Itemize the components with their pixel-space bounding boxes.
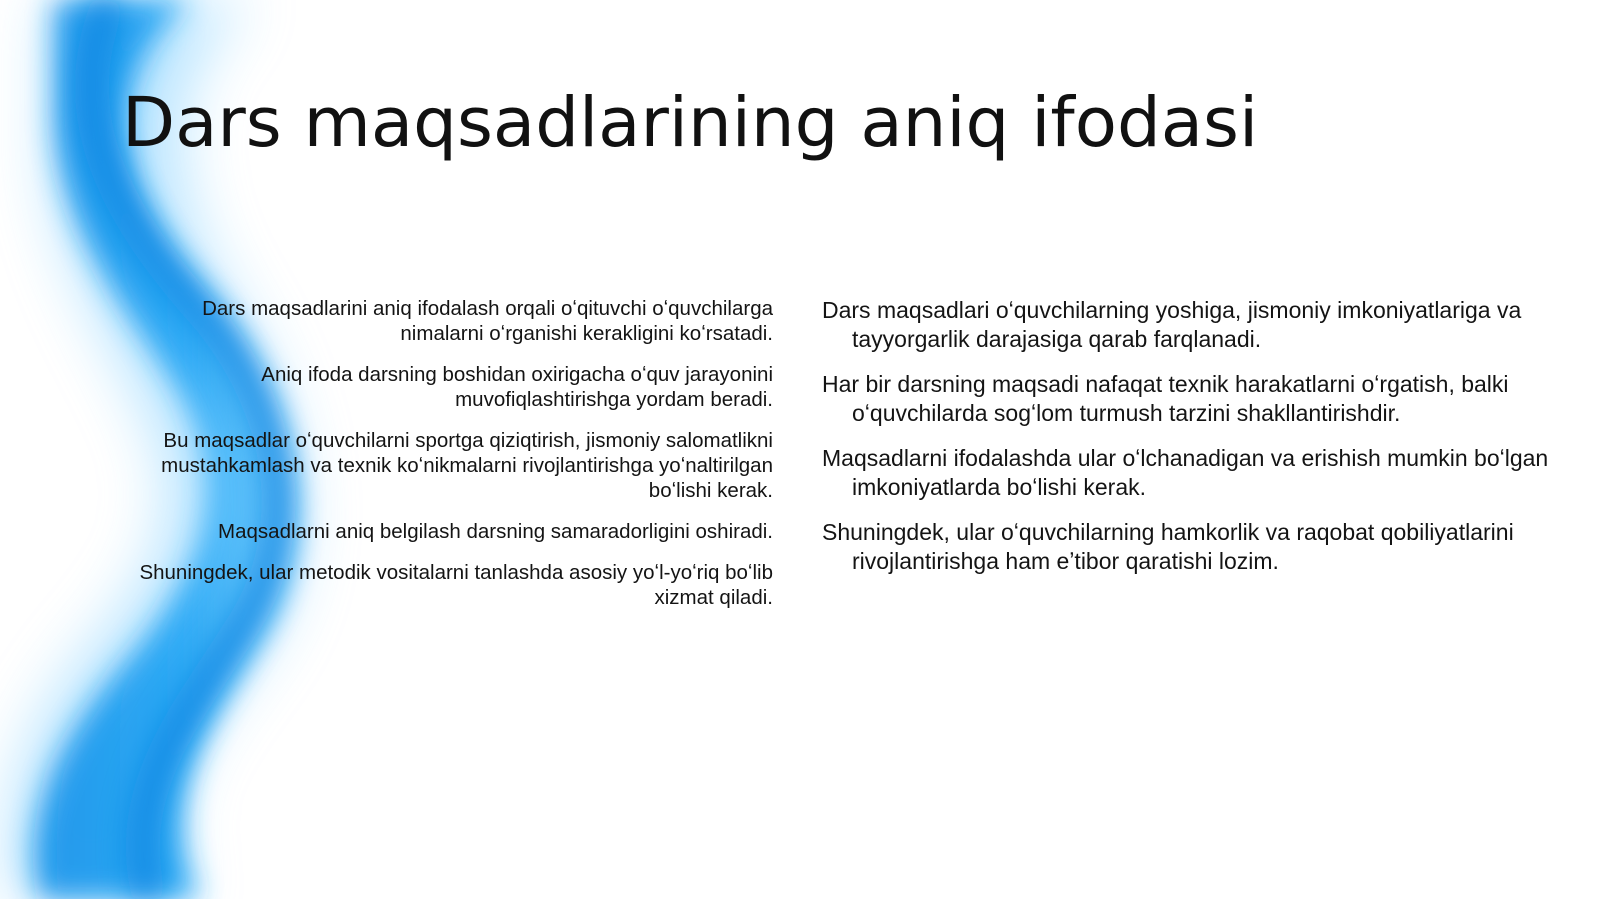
slide-title: Dars maqsadlarining aniq ifodasi (122, 83, 1259, 163)
left-paragraph: Aniq ifoda darsning boshidan oxirigacha oʻquv jarayonini muvofiqlashtirishga yordam beradi. (261, 363, 773, 411)
left-paragraph: Bu maqsadlar oʻquvchilarni sportga qiziqtirish, jismoniy salomatlikni mustahkamlash va texnik koʻnikmalarni rivojlantirishga yoʻnaltirilgan boʻlishi kerak. (161, 429, 773, 502)
left-paragraph: Shuningdek, ular metodik vositalarni tanlashda asosiy yoʻl-yoʻriq boʻlib xizmat qiladi. (139, 561, 773, 609)
right-paragraph: Maqsadlarni ifodalashda ular oʻlchanadigan va erishish mumkin boʻlgan imkoniyatlarda boʻlishi kerak. (822, 445, 1549, 500)
right-text-column (822, 296, 1562, 592)
right-paragraph: Dars maqsadlari oʻquvchilarning yoshiga, jismoniy imkoniyatlariga va tayyorgarlik darajasiga qarab farqlanadi. (822, 297, 1522, 352)
left-paragraph: Maqsadlarni aniq belgilash darsning samaradorligini oshiradi. (218, 520, 773, 543)
right-paragraph: Har bir darsning maqsadi nafaqat texnik harakatlarni oʻrgatish, balki oʻquvchilarda sogʻlom turmush tarzini shakllantirishdir. (822, 371, 1509, 426)
left-text-column (122, 296, 773, 626)
left-paragraph: Dars maqsadlarini aniq ifodalash orqali oʻqituvchi oʻquvchilarga nimalarni oʻrganishi kerakligini koʻrsatadi. (202, 297, 773, 345)
right-paragraph: Shuningdek, ular oʻquvchilarning hamkorlik va raqobat qobiliyatlarini rivojlantirishga ham eʼtibor qaratishi lozim. (822, 519, 1514, 574)
